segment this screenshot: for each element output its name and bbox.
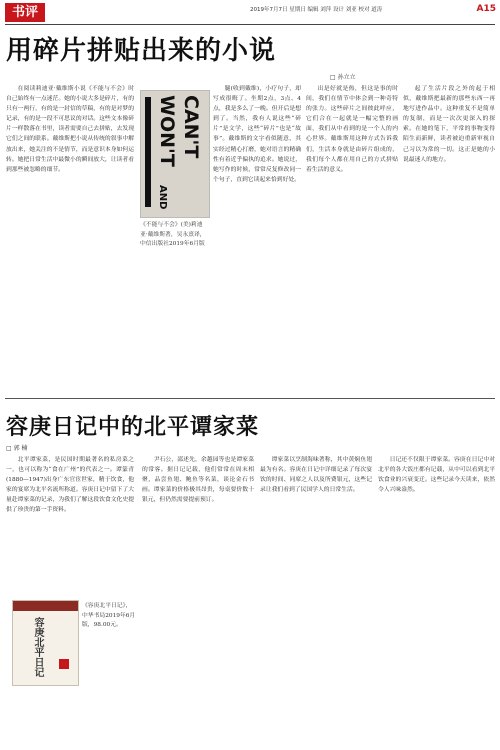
article2-headline: 容庚日记中的北平谭家菜 [6,415,260,440]
article2-paragraph-1: 北平谭家菜，是民国时期最著名的私房菜之一，也可以称为“食在广州”的代表之一。谭篆青(1880—1947)出身广东官宦世家，精于饮食，他家的宴席为北平名流所称道。容庚日记中留下了大量赴谭家菜的记录，为我们了解这段饮食文化史提供了珍贵的第一手资料。 [6,457,134,514]
book-cover-text-cant: CAN'T [180,95,202,159]
article1-headline: 用碎片拼贴出来的小说 [6,36,277,66]
article2-column-3 [260,455,372,745]
article2-column-4 [378,455,495,745]
article2-paragraph-4: 日记还不仅限于谭家菜。容庚在日记中对北平的各大饭庄都有记载，从中可以看到北平饮食业的兴衰变迁。这些记录今天读来，依然令人兴味盎然。 [378,457,495,494]
book2-cover-image [12,600,79,686]
book-cover-text-wont: WON'T [156,95,178,167]
article2-paragraph-3: 谭家菜以烹制海味著称，其中黄焖鱼翅最为有名。容庚在日记中详细记录了每次宴饮的时间、同席之人以及所费银元，这些记录让我们看到了民国学人的日常生活。 [260,457,372,494]
article1-byline: □ 孙立立 [330,74,356,81]
article1-column-3 [306,84,398,386]
article2-caption: 《容庚北平日记》，中华书局2019年6月版，98.00元。 [82,603,136,628]
article1-paragraph-3: 出是好就是热，但这是事的时间，我们在情节中体会到一种奇特的张力。这些碎片之间彼此呼应，它们合在一起就是一幅完整的画面，我们从中看到的是一个人的内心世界。戴维斯用这种方式告诉我们，生活本身就是由碎片组成的，我们每个人都在用自己的方式拼贴着生活的意义。 [306,86,398,173]
page-header [0,0,500,24]
article1-paragraph-4: 起了生活片段之外的起于相似，戴维斯把最新的那些东西一再地写进作品中。这种重复不是简单的复制，而是一次次更深入的探索。在她的笔下，平常的事物变得陌生而新鲜，读者被迫重新审视自己习以为常的一切。这正是她的小说最迷人的地方。 [403,86,495,163]
section-tag: 书评 [5,3,45,22]
article-divider [5,398,495,399]
article1-column-1 [6,84,134,386]
book2-cover-stripe [13,601,78,611]
article1-column-2 [213,84,301,386]
article2-byline: □ 郭 楠 [6,445,28,452]
article2-paragraph-2: 尹石公，邵述先，余越园等也是谭家菜的常客。据日记记载，他们常常在周末相聚，品尝鱼翅、鲍鱼等名菜，谈论金石书画。谭家菜的价格极其昂贵，每桌要价数十银元，但仍然需要提前预订。 [142,457,254,504]
article1-caption: 《不能与不会》(美)莉迪亚·戴维斯著，吴永熹译，中信出版社2019年6月版 [140,222,206,247]
article1-paragraph-1: 在阅读莉迪亚·戴维斯小说《不能与不会》时自己始终有一点迷茫。她的小说大多是碎片，有的只有一两行，有的是一封信的草稿，有的是对梦的记录，有的是一段不可思议的对话。这些文本像碎片一样散落在书里，读者需要自己去拼贴，去发现它们之间的联系。戴维斯把小说从传统的叙事中解放出来，她关注的不是情节，而是意识本身如何运转。她把日常生活中最微小的瞬间放大，让读者看到那些被忽略的细节。 [6,86,134,173]
book-cover-spine [145,97,151,207]
article2-column-2 [142,455,254,745]
book2-cover-title: 容庚北平日记 [32,617,43,677]
article1-paragraph-2: 腿(收到戴维)，小疗句子，却写成很晦了。坐期2点，3点、4点，我是多么了一晚。但开后是想到了。当然，我有人说这些“碎片”是文学，这些“碎片”也是“故事”。戴维斯的文字看似随意，其实经过精心打磨，她对语言的精确性有着近乎偏执的追求。她说过，她写作的时候，常常反复修改同一个句子，直到它读起来恰到好处。 [213,86,301,183]
book-cover-image [140,90,210,218]
article1-column-4 [403,84,495,386]
article2-column-1 [6,455,134,595]
dateline: 2019年7月7日 星期日 编辑 刘萍 设计 刘亚 校对 道涛 [250,7,383,13]
header-rule [5,24,495,25]
book2-cover-seal [59,659,69,669]
page-number: A15 [476,4,496,14]
book-cover-text-and: AND [157,185,168,210]
